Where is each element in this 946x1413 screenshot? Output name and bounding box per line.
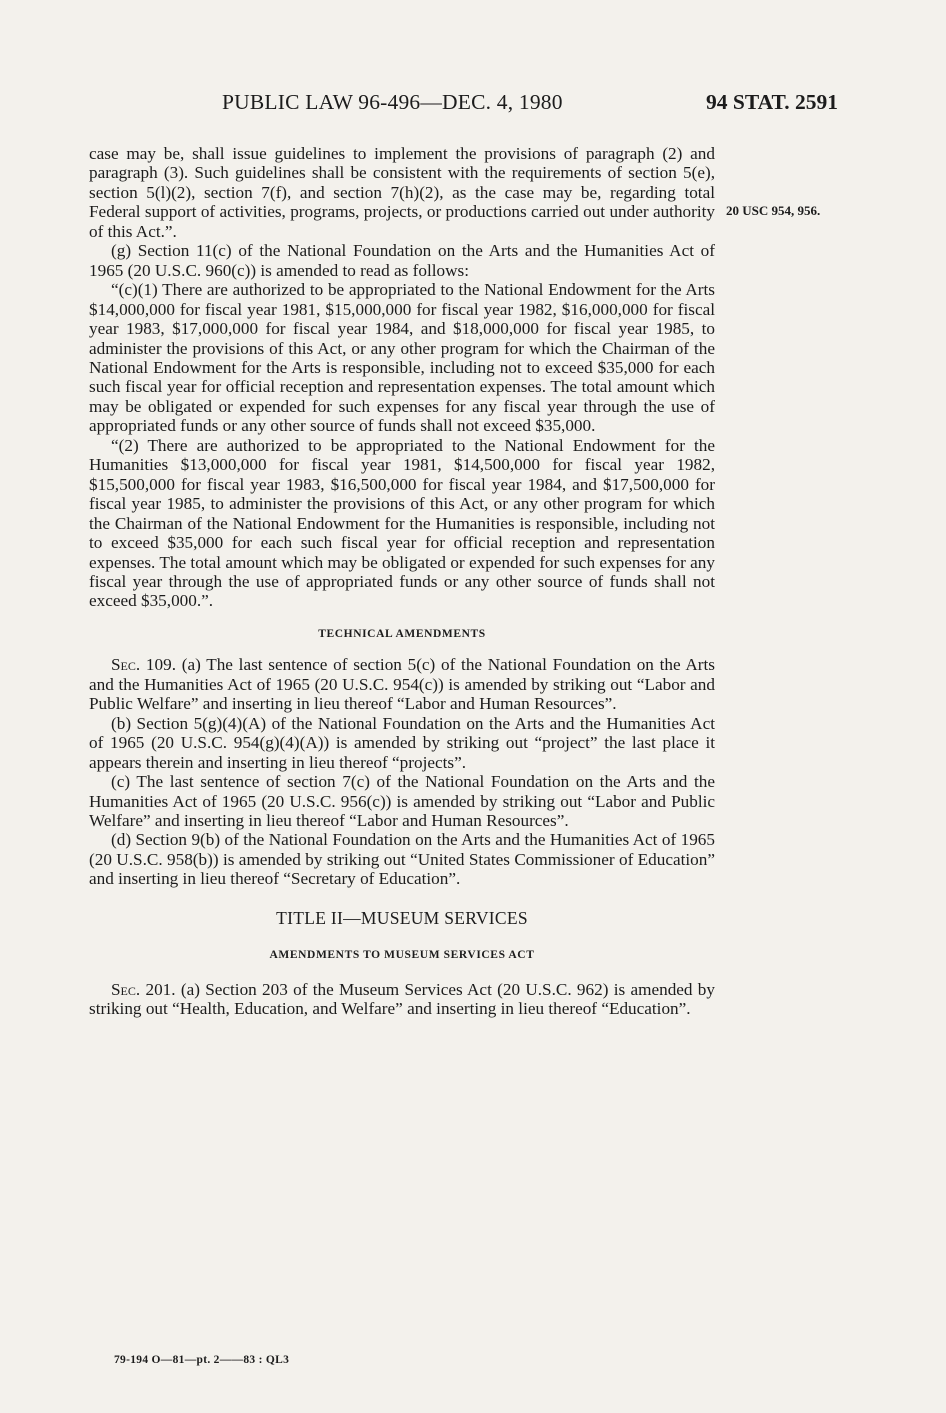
page-header-title: PUBLIC LAW 96-496—DEC. 4, 1980 xyxy=(222,90,563,114)
paragraph-sec109-c: (c) The last sentence of section 7(c) of the National Foundation on the Arts and the Humanities Act of 1965 (20 U.S.C. 956(c)) is amended by striking out “Labor and Public Welfare” and inserting in lieu thereof “Labor and Human Resources”. xyxy=(89,772,715,830)
paragraph-g: (g) Section 11(c) of the National Foundation on the Arts and the Humanities Act of 1965 (20 U.S.C. 960(c)) is amended to read as follows: xyxy=(89,241,715,280)
paragraph-sec109-d: (d) Section 9(b) of the National Foundation on the Arts and the Humanities Act of 1965 (20 U.S.C. 958(b)) is amended by striking out “United States Commissioner of Education” and inserting in lieu thereof “Secretary of Education”. xyxy=(89,830,715,889)
body-text xyxy=(89,144,715,1019)
heading-museum-amendments: AMENDMENTS TO MUSEUM SERVICES ACT xyxy=(269,949,535,962)
heading-technical-amendments: TECHNICAL AMENDMENTS xyxy=(318,627,486,640)
page-header-stat: 94 STAT. 2591 xyxy=(706,90,839,114)
paragraph-sec201-a xyxy=(89,980,715,1019)
margin-note-usc: 20 USC 954, 956. xyxy=(726,203,821,218)
paragraph-c1: “(c)(1) There are authorized to be appropriated to the National Endowment for the Arts $14,000,000 for fiscal year 1981, $15,000,000 for fiscal year 1982, $16,000,000 for fiscal year 1983, $17,000,000 for fiscal year 1984, and $18,000,000 for fiscal year 1985, to administer the provisions of this Act, or any other program for which the Chairman of the National Endowment for the Arts is responsible, including not to exceed $35,000 for each such fiscal year for official reception and representation expenses. The total amount which may be obligated or expended for such expenses for any fiscal year through the use of appropriated funds or any other source of funds shall not exceed $35,000. xyxy=(89,280,715,436)
sec201-a-text: (a) Section 203 of the Museum Services Act (20 U.S.C. 962) is amended by striking out “Health, Education, and Welfare” and inserting in lieu thereof “Education”. xyxy=(89,979,715,1019)
sec109-label: Sec. 109. xyxy=(111,655,176,675)
paragraph-continuation: case may be, shall issue guidelines to implement the provisions of paragraph (2) and paragraph (3). Such guidelines shall be consistent with the requirements of section 5(e), section 5(l)(2), section 7(f), and section 7(h)(2), as the case may be, regarding total Federal support of activities, programs, projects, or productions carried out under authority of this Act.”. xyxy=(89,144,715,241)
heading-title-ii: TITLE II—MUSEUM SERVICES xyxy=(276,907,528,928)
sec109-a-text: (a) The last sentence of section 5(c) of the National Foundation on the Arts and the Humanities Act of 1965 (20 U.S.C. 954(c)) is amended by striking out “Labor and Public Welfare” and inserting in lieu thereof “Labor and Human Resources”. xyxy=(89,655,715,714)
paragraph-sec109-b: (b) Section 5(g)(4)(A) of the National Foundation on the Arts and the Humanities Act of 1965 (20 U.S.C. 954(g)(4)(A)) is amended by striking out “project” the last place it appears therein and inserting in lieu thereof “projects”. xyxy=(89,713,715,772)
paragraph-sec109-a xyxy=(89,655,715,713)
page-footer-code: 79-194 O—81—pt. 2——83 : QL3 xyxy=(114,1354,290,1366)
sec201-label: Sec. 201. xyxy=(111,979,176,999)
paragraph-c2: “(2) There are authorized to be appropriated to the National Endowment for the Humanities $13,000,000 for fiscal year 1981, $14,500,000 for fiscal year 1982, $15,500,000 for fiscal year 1983, $16,500,000 for fiscal year 1984, and $17,500,000 for fiscal year 1985, to administer the provisions of this Act, or any other program for which the Chairman of the National Endowment for the Humanities is responsible, including not to exceed $35,000 for each such fiscal year for official reception and representation expenses. The total amount which may be obligated or expended for such expenses for any fiscal year through the use of appropriated funds or any other source of funds shall not exceed $35,000.”. xyxy=(89,435,715,611)
